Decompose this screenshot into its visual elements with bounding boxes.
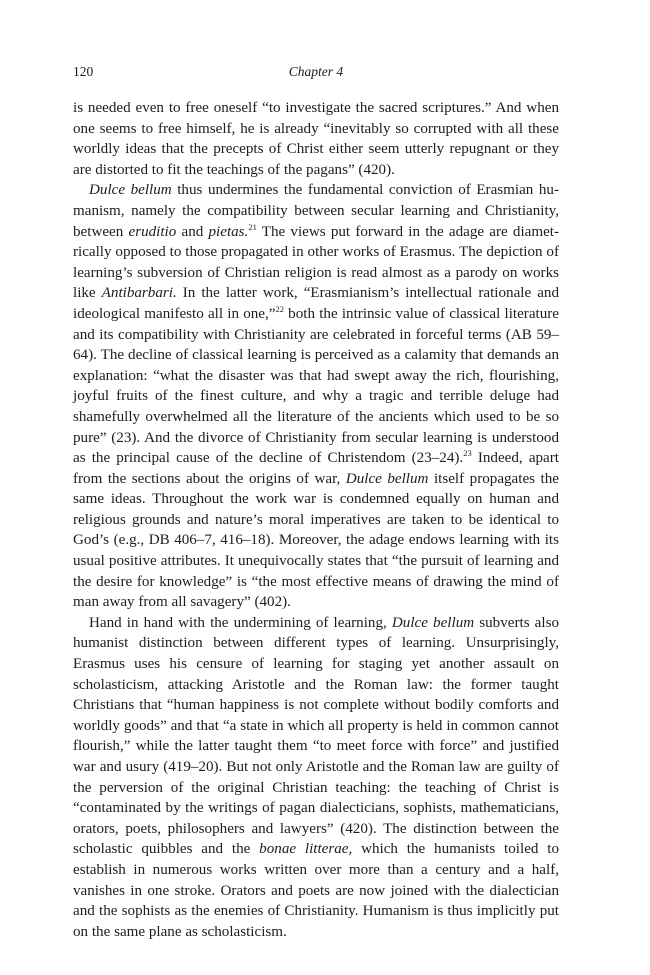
footnote-ref: 21 xyxy=(248,221,257,232)
italic-text: pietas. xyxy=(208,223,249,240)
paragraph xyxy=(73,613,559,943)
footnote-ref: 22 xyxy=(275,303,284,314)
text-run: subverts also humanist distinction between different types of learning. Unsurprisingly, Erasmus uses his censure of learning for staging yet another assault on scholasticism, attacking Aristotle and the Roman law: the former taught Christians that “human happiness is not complete without bodily comforts and worldly goods” and that “a state in which all property is held in common cannot flourish,” while the latter taught them “to meet force with force” and justified war and usury (419–20). But not only Aristotle and the Roman law are guilty of the perversion of the original Christian teaching: the teaching of Christ is “contaminated by the writings of pagan dialecticians, sophists, mathematicians, orators, poets, philosophers and lawyers” (420). The distinction between the scholastic quibbles and the xyxy=(73,614,559,858)
text-run: Indeed, apart from the sections about the origins of war, xyxy=(73,450,559,487)
footnote-ref: 23 xyxy=(463,448,472,459)
page-number: 120 xyxy=(73,64,94,79)
paragraph xyxy=(73,180,559,612)
text-run: which the humanists toiled to establish in numerous works written over more than a century and a half, vanishes in one stroke. Orators and poets are now joined with the dialectician and the sophists as the enemies of Christianity. Humanism is thus implicitly put on the same plane as scholasticism. xyxy=(73,841,559,940)
italic-text: eruditio xyxy=(128,223,177,240)
text-run: Hand in hand with the undermining of learning, xyxy=(89,614,392,631)
italic-text: bonae litterae, xyxy=(259,841,353,858)
italic-text: Dulce bellum xyxy=(89,182,172,199)
text-run: itself propagates the same ideas. Throughout the work war is condemned equally on human and religious grounds and nature’s moral imperatives are taken to be identical to God’s (e.g., DB 406–7, 416–18). Moreover, the adage endows learning with its usual positive attributes. It unequivocally states that “the pursuit of learning and the desire for knowledge” is “the most effective means of drawing the mind of man away from all savagery” (402). xyxy=(73,470,559,611)
text-run: both the intrinsic value of classical literature and its compatibility with Christianity are celebrated in forceful terms (AB 59–64). The decline of classical learning is perceived as a calamity that demands an explanation: “what the disaster was that had swept away the rich, flourishing, joyful fruits of the finest culture, and why a tragic and terrible deluge had shamefully overwhelmed all the literature of the ancients which used to be so pure” (23). And the divorce of Christianity from secular learning is understood as the principal cause of the decline of Christendom (23–24). xyxy=(73,305,559,467)
paragraph xyxy=(73,98,559,180)
text-run: and xyxy=(176,223,209,240)
italic-text: Dulce bellum xyxy=(391,614,475,631)
text-run: In the latter work, “Erasmianism’s intellectual rationale and ideological manifesto all in one,” xyxy=(73,285,559,322)
chapter-title: Chapter 4 xyxy=(288,64,344,79)
text-run: is needed even to free oneself “to investigate the sacred scriptures.” And when one seems to free himself, he is already “inevitably so corrupted with all these worldly ideas that the precepts of Christ either seem utterly repugnant or they are distorted to fit the teachings of the pagans” (420). xyxy=(73,100,559,178)
text-run: thus undermines the fundamental conviction of Erasmian humanism, namely the compatibility between secular learning and Christianity, between xyxy=(73,182,559,240)
text-run: The views put forward in the adage are diametrically opposed to those propagated in other works of Erasmus. The depiction of learning’s subversion of Christian religion is read almost as a parody on works like xyxy=(73,223,560,302)
italic-text: Antibarbari. xyxy=(101,285,177,302)
running-head xyxy=(73,64,559,84)
body-text xyxy=(73,98,559,942)
italic-text: Dulce bellum xyxy=(345,470,429,487)
